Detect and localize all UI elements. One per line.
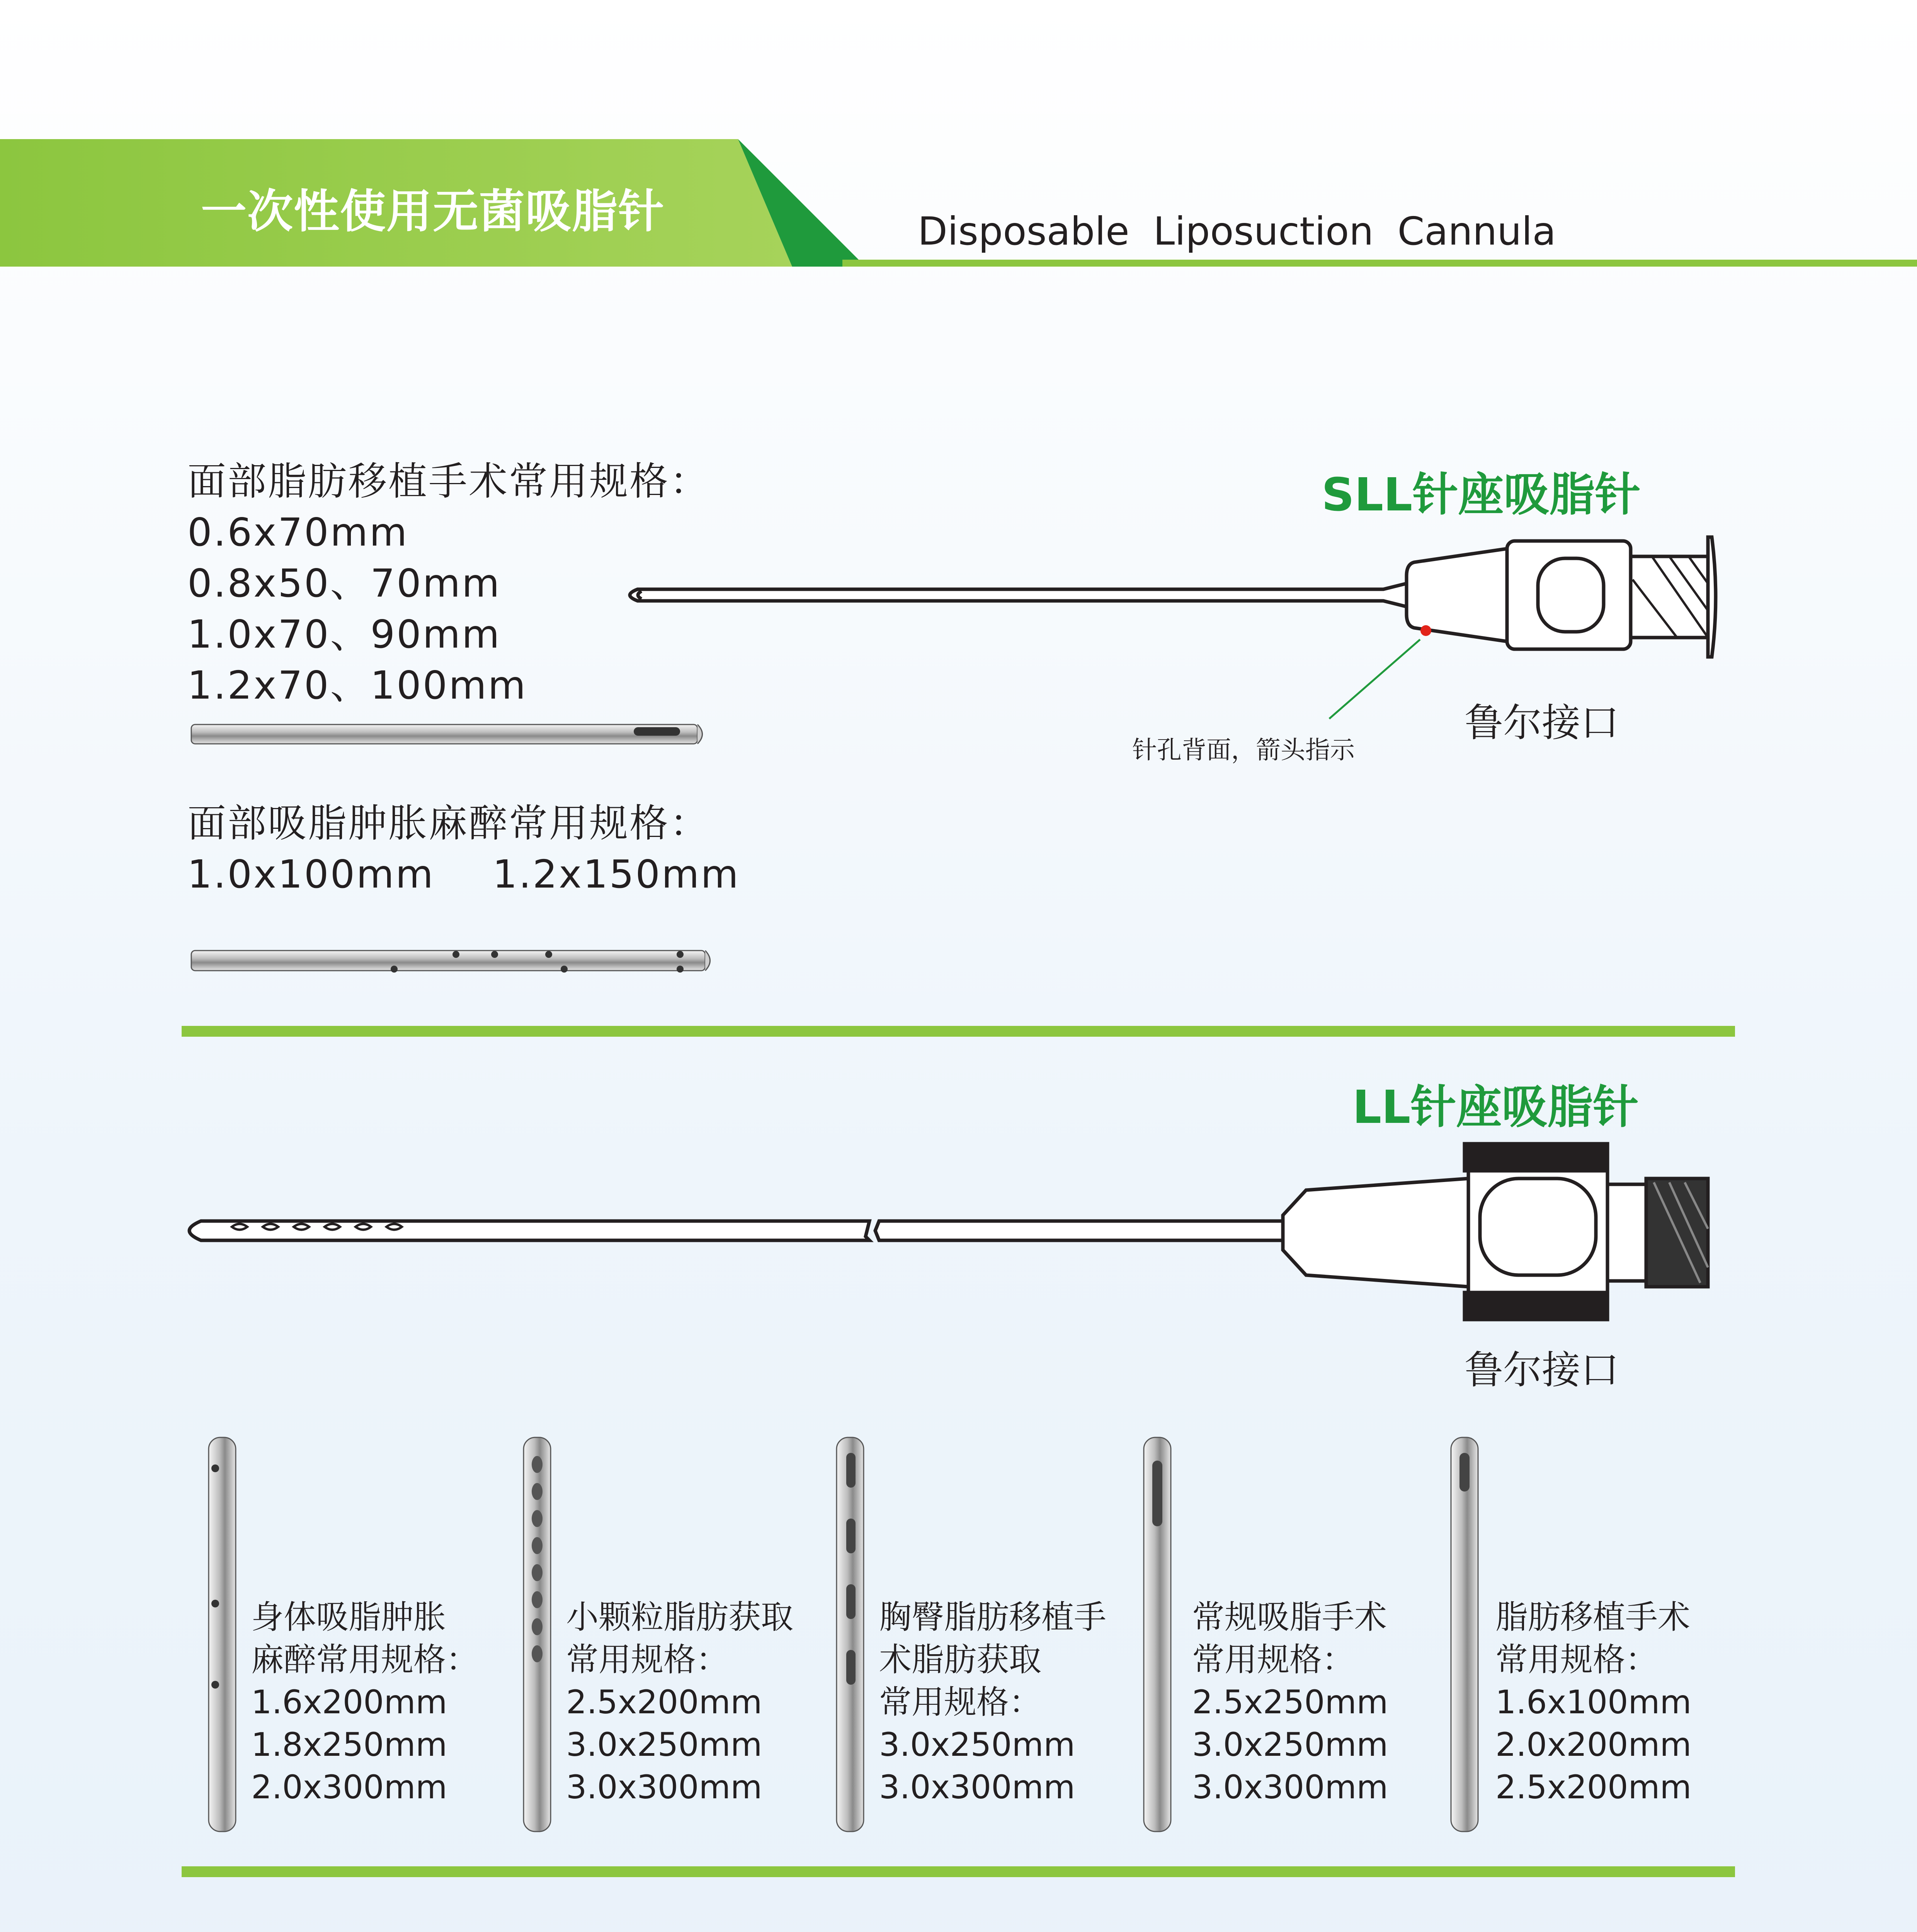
spec-line: 胸臀脂肪移植手 (879, 1598, 1107, 1636)
spec-line: 3.0x300mm (879, 1768, 1075, 1806)
spec-line: 常规吸脂手术 (1192, 1598, 1387, 1636)
face-anesthesia-specs (187, 798, 740, 900)
spec-line: 2.5x250mm (1192, 1683, 1388, 1721)
ll-spec-column-2 (566, 1596, 793, 1808)
spec-line: 1.8x250mm (251, 1726, 447, 1764)
face-graft-heading: 面部脂肪移植手术常用规格： (187, 459, 710, 504)
needle-hole-note: 针孔背面，箭头指示 (1132, 736, 1355, 765)
spec-line: 2.5x200mm (566, 1683, 762, 1721)
face-anesthesia-spec: 1.2x150mm (492, 852, 740, 897)
sll-title: SLL针座吸脂针 (1322, 468, 1641, 521)
face-graft-spec: 0.8x50、70mm (187, 561, 501, 606)
ll-spec-column-4 (1192, 1596, 1388, 1808)
ll-spec-column-3 (879, 1596, 1106, 1808)
spec-line: 3.0x250mm (879, 1726, 1075, 1764)
sll-pointer (1329, 625, 1431, 719)
face-anesthesia-cannula (191, 951, 710, 973)
ll-spec-column-1 (251, 1596, 478, 1808)
spec-line: 2.0x300mm (251, 1768, 447, 1806)
divider-2 (182, 1866, 1735, 1877)
spec-line: 2.5x200mm (1495, 1768, 1692, 1806)
spec-line: 常用规格： (1192, 1641, 1355, 1679)
face-graft-spec: 1.2x70、100mm (187, 663, 527, 708)
spec-line: 麻醉常用规格： (251, 1641, 479, 1679)
face-anesthesia-heading: 面部吸脂肿胀麻醉常用规格： (187, 801, 710, 846)
face-anesthesia-spec: 1.0x100mm (187, 852, 435, 897)
sll-needle-illustration (630, 537, 1716, 657)
face-graft-specs (187, 456, 710, 711)
ll-needle-illustration (189, 1144, 1708, 1320)
spec-line: 常用规格： (879, 1683, 1042, 1721)
spec-line: 3.0x300mm (1192, 1768, 1388, 1806)
spec-line: 1.6x100mm (1495, 1683, 1692, 1721)
spec-line: 3.0x250mm (1192, 1726, 1388, 1764)
divider-1 (182, 1026, 1735, 1037)
ll-title: LL针座吸脂针 (1352, 1080, 1639, 1134)
spec-line: 身体吸脂肿胀 (251, 1598, 446, 1636)
face-graft-spec: 1.0x70、90mm (187, 612, 501, 657)
spec-line: 术脂肪获取 (879, 1641, 1042, 1679)
spec-line: 2.0x200mm (1495, 1726, 1692, 1764)
ll-connector-label: 鲁尔接口 (1465, 1347, 1619, 1393)
header-title-en: Disposable Liposuction Cannula (918, 209, 1556, 254)
spec-line: 3.0x250mm (566, 1726, 762, 1764)
ll-spec-column-5 (1495, 1596, 1691, 1808)
spec-line: 1.6x200mm (251, 1683, 447, 1721)
header-title-cn: 一次性使用无菌吸脂针 (201, 185, 665, 238)
m-title (1368, 1922, 1641, 1932)
spec-line: 3.0x300mm (566, 1768, 762, 1806)
spec-line: 常用规格： (566, 1641, 729, 1679)
spec-line: 常用规格： (1495, 1641, 1658, 1679)
spec-line: 小颗粒脂肪获取 (566, 1598, 794, 1636)
face-graft-cannula (191, 724, 703, 744)
sll-connector-label: 鲁尔接口 (1465, 700, 1619, 745)
spec-line: 脂肪移植手术 (1495, 1598, 1691, 1636)
face-graft-spec: 0.6x70mm (187, 510, 409, 555)
